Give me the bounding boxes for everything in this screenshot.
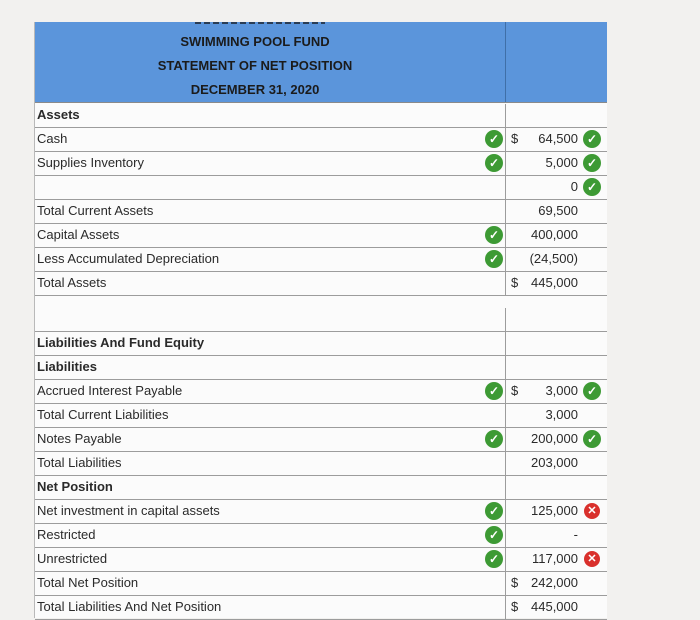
amount-value[interactable]: (24,500) [529, 251, 578, 266]
statement-header [35, 22, 607, 103]
table-row [35, 104, 607, 128]
checkmark-icon: ✓ [485, 154, 503, 172]
column-divider [505, 524, 506, 547]
table-row [35, 596, 607, 620]
currency-symbol: $ [511, 383, 519, 398]
row-label: Cash [37, 131, 68, 146]
column-divider [505, 476, 506, 499]
section-heading: Liabilities And Fund Equity [37, 335, 205, 350]
net-position-worksheet [34, 22, 607, 618]
table-row [35, 128, 607, 152]
table-row [35, 380, 607, 404]
column-divider [505, 548, 506, 571]
column-divider [505, 308, 506, 331]
column-divider [505, 452, 506, 475]
table-row [35, 308, 607, 332]
column-divider [505, 152, 506, 175]
table-row [35, 404, 607, 428]
amount-value[interactable]: 445,000 [531, 599, 578, 614]
row-label: Accrued Interest Payable [37, 383, 183, 398]
checkmark-icon: ✓ [485, 430, 503, 448]
amount-value[interactable]: 3,000 [545, 407, 578, 422]
table-row [35, 500, 607, 524]
checkmark-icon: ✓ [485, 550, 503, 568]
row-label: Total Current Assets [37, 203, 154, 218]
statement-title: STATEMENT OF NET POSITION [157, 58, 353, 73]
table-row [35, 176, 607, 200]
table-row [35, 224, 607, 248]
row-label: Notes Payable [37, 431, 122, 446]
column-divider [505, 332, 506, 355]
column-divider [505, 200, 506, 223]
checkmark-icon: ✓ [485, 382, 503, 400]
checkmark-icon: ✓ [485, 250, 503, 268]
column-divider [505, 128, 506, 151]
row-label: Net investment in capital assets [37, 503, 220, 518]
checkmark-icon: ✓ [583, 154, 601, 172]
column-divider [505, 248, 506, 271]
cut-off-text [195, 22, 325, 24]
column-divider [505, 104, 506, 127]
amount-value[interactable]: 203,000 [531, 455, 578, 470]
row-label: Supplies Inventory [37, 155, 144, 170]
checkmark-icon: ✓ [583, 130, 601, 148]
column-divider [505, 22, 506, 102]
table-row [35, 356, 607, 380]
section-heading: Liabilities [37, 359, 97, 374]
row-label: Capital Assets [37, 227, 120, 242]
table-row [35, 524, 607, 548]
row-label: Total Current Liabilities [37, 407, 169, 422]
currency-symbol: $ [511, 275, 519, 290]
amount-value[interactable]: 445,000 [531, 275, 578, 290]
amount-value[interactable]: 125,000 [531, 503, 578, 518]
table-row [35, 428, 607, 452]
row-label: Total Assets [37, 275, 107, 290]
amount-value[interactable]: 400,000 [531, 227, 578, 242]
table-row [35, 548, 607, 572]
row-label: Total Liabilities [37, 455, 122, 470]
amount-value[interactable]: 117,000 [531, 551, 578, 566]
column-divider [505, 224, 506, 247]
table-row [35, 452, 607, 476]
checkmark-icon: ✓ [485, 502, 503, 520]
column-divider [505, 500, 506, 523]
statement-date: DECEMBER 31, 2020 [190, 82, 320, 97]
row-label: Unrestricted [37, 551, 108, 566]
incorrect-icon: ✕ [584, 503, 600, 519]
amount-value[interactable]: 64,500 [538, 131, 578, 146]
currency-symbol: $ [511, 599, 519, 614]
column-divider [505, 272, 506, 295]
amount-value[interactable]: 69,500 [538, 203, 578, 218]
table-row [35, 332, 607, 356]
amount-value[interactable]: - [573, 527, 578, 542]
table-row [35, 152, 607, 176]
amount-value[interactable]: 0 [570, 179, 578, 194]
row-label: Total Liabilities And Net Position [37, 599, 222, 614]
amount-value[interactable]: 3,000 [545, 383, 578, 398]
column-divider [505, 356, 506, 379]
row-label: Total Net Position [37, 575, 139, 590]
table-row [35, 572, 607, 596]
fund-name: SWIMMING POOL FUND [180, 34, 330, 49]
row-label: Less Accumulated Depreciation [37, 251, 220, 266]
currency-symbol: $ [511, 575, 519, 590]
table-row [35, 272, 607, 296]
column-divider [505, 572, 506, 595]
row-label: Restricted [37, 527, 96, 542]
table-row [35, 248, 607, 272]
table-row [35, 200, 607, 224]
column-divider [505, 404, 506, 427]
section-heading: Assets [37, 107, 80, 122]
checkmark-icon: ✓ [583, 382, 601, 400]
checkmark-icon: ✓ [583, 430, 601, 448]
column-divider [505, 428, 506, 451]
section-heading: Net Position [37, 479, 113, 494]
column-divider [505, 380, 506, 403]
column-divider [505, 176, 506, 199]
amount-value[interactable]: 200,000 [531, 431, 578, 446]
incorrect-icon: ✕ [584, 551, 600, 567]
currency-symbol: $ [511, 131, 519, 146]
checkmark-icon: ✓ [485, 226, 503, 244]
checkmark-icon: ✓ [485, 130, 503, 148]
amount-value[interactable]: 242,000 [531, 575, 578, 590]
table-row [35, 476, 607, 500]
checkmark-icon: ✓ [583, 178, 601, 196]
amount-value[interactable]: 5,000 [545, 155, 578, 170]
checkmark-icon: ✓ [485, 526, 503, 544]
column-divider [505, 596, 506, 619]
